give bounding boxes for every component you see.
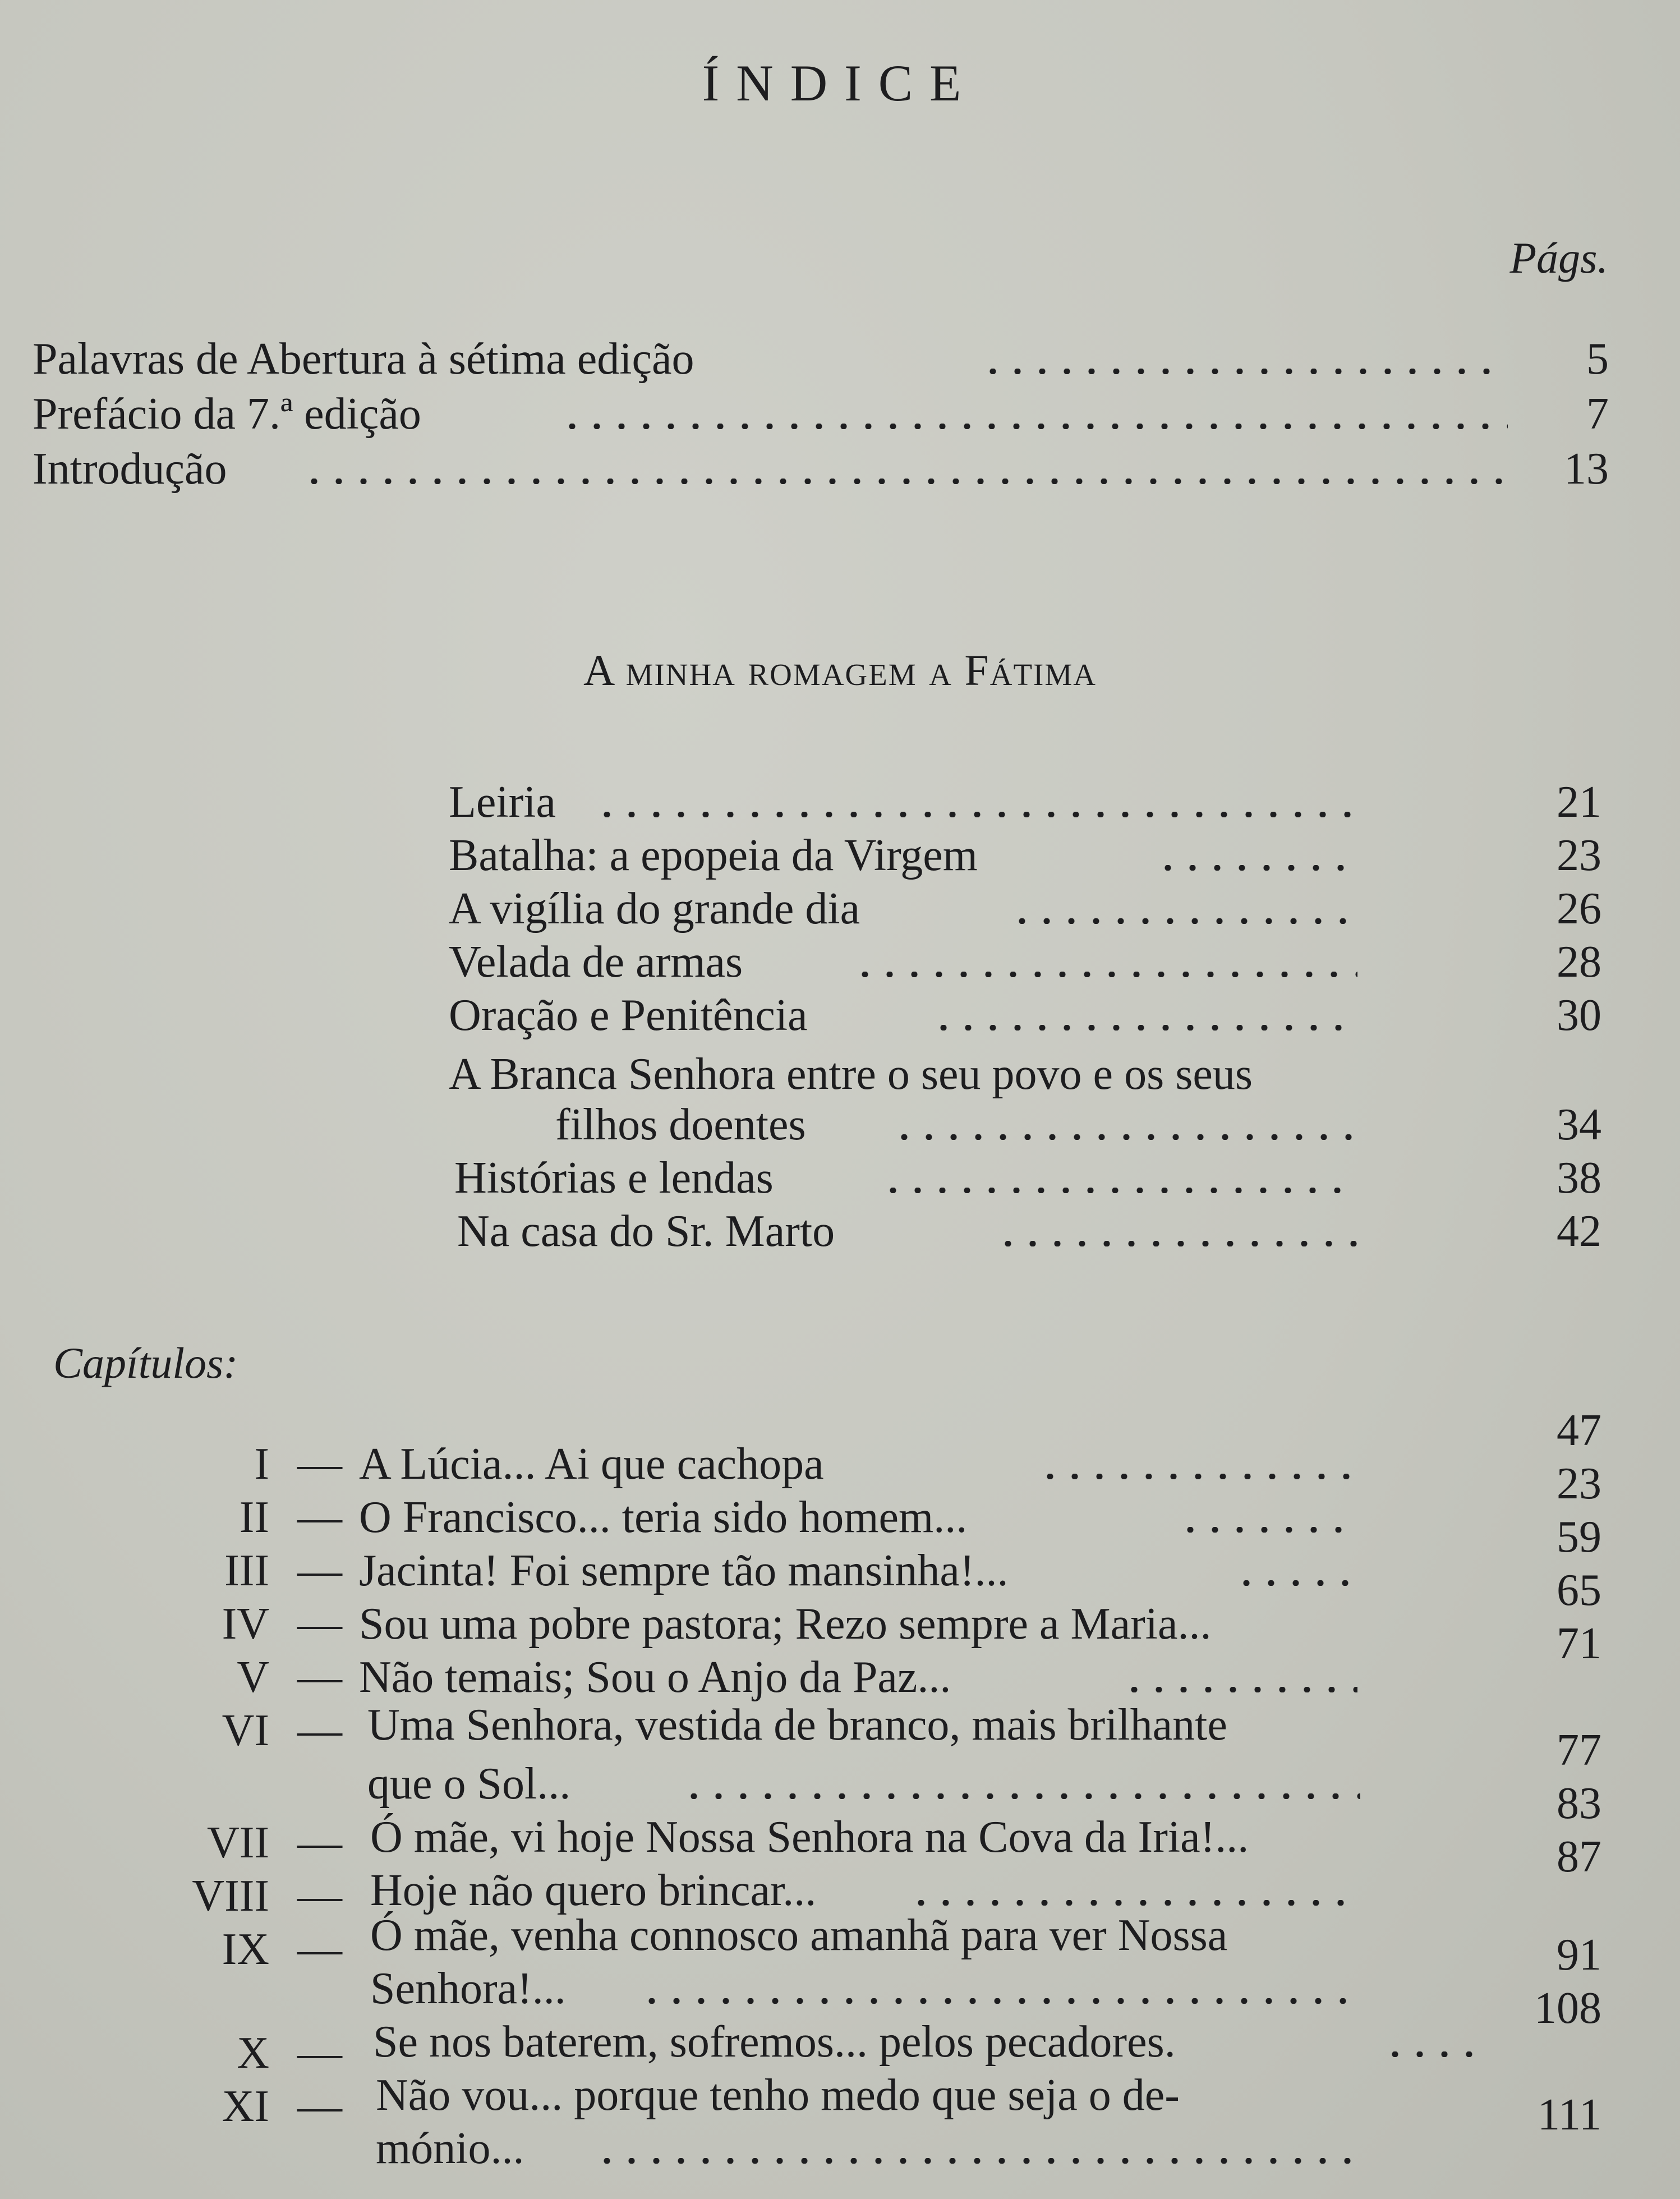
chapter-number: VI — [222, 1706, 269, 1755]
toc-entry-page: 108 — [1534, 1984, 1601, 2033]
leader-dots — [595, 812, 1357, 817]
leader-dots — [1010, 918, 1357, 924]
toc-entry-label: filhos doentes — [555, 1100, 806, 1149]
chapter-number: II — [239, 1493, 269, 1542]
chapter-dash: — — [297, 1706, 342, 1755]
toc-entry-label: Leiria — [449, 778, 556, 827]
toc-entry-label: Prefácio da 7.ª edição — [33, 389, 421, 439]
toc-entry-page: 30 — [1557, 991, 1601, 1040]
toc-entry — [454, 1153, 1601, 1203]
toc-entry-page: 7 — [1586, 389, 1609, 439]
chapter-number: VIII — [192, 1871, 269, 1921]
leader-dots — [302, 479, 1508, 484]
toc-entry-label: Oração e Penitência — [449, 991, 808, 1040]
leader-dots — [1156, 865, 1357, 871]
leader-dots — [881, 1188, 1357, 1193]
toc-entry-label: Jacinta! Foi sempre tão mansinha!... — [359, 1546, 1009, 1595]
toc-entry-page: 91 — [1557, 1930, 1601, 1980]
toc-entry-page: 83 — [1557, 1779, 1601, 1828]
chapter-number: IX — [222, 1925, 269, 1974]
toc-entry-label: Velada de armas — [449, 937, 743, 987]
pages-column-header: Págs. — [1509, 233, 1608, 282]
chapter-dash: — — [297, 1653, 342, 1702]
toc-entry-label: Sou uma pobre pastora; Rezo sempre a Maria... — [359, 1599, 1212, 1649]
toc-entry — [449, 937, 1601, 987]
leader-dots — [931, 1025, 1357, 1031]
chapter-number: I — [254, 1439, 269, 1489]
chapter-dash: — — [297, 1493, 342, 1542]
toc-entry-page: 77 — [1557, 1726, 1601, 1775]
toc-entry — [449, 884, 1601, 934]
toc-entry-label: Batalha: a epopeia da Virgem — [449, 831, 978, 880]
toc-entry-page: 47 — [1557, 1406, 1601, 1455]
toc-entry-page: 34 — [1557, 1100, 1601, 1149]
chapter-number: III — [224, 1546, 269, 1595]
leader-dots — [1383, 2051, 1484, 2057]
toc-entry-label: Hoje não quero brincar... — [370, 1866, 817, 1915]
chapter-number: XI — [222, 2082, 269, 2131]
leader-dots — [639, 1998, 1363, 2004]
toc-entry-page: 38 — [1557, 1153, 1601, 1203]
leader-dots — [996, 1241, 1360, 1246]
leader-dots — [892, 1134, 1357, 1140]
toc-entry-page: 23 — [1557, 1459, 1601, 1508]
chapter-number: VII — [206, 1818, 269, 1867]
page-title: ÍNDICE — [702, 54, 978, 112]
toc-entry — [457, 1206, 1601, 1257]
toc-entry-label-line1: Ó mãe, venha connosco amanhã para ver Nossa — [370, 1911, 1228, 1960]
leader-dots — [560, 424, 1508, 429]
toc-entry-label: Histórias e lendas — [454, 1153, 774, 1203]
section-heading-text: A minha romagem a Fátima — [583, 646, 1097, 694]
leader-dots — [682, 1793, 1360, 1799]
toc-entry-page: 26 — [1557, 884, 1601, 933]
toc-entry-label: A vigília do grande dia — [449, 884, 860, 933]
toc-entry-page: 5 — [1586, 334, 1609, 384]
toc-entry-label: Na casa do Sr. Marto — [457, 1207, 835, 1256]
toc-entry-page: 23 — [1557, 831, 1601, 880]
leader-dots — [909, 1900, 1357, 1906]
toc-entry-label: Introdução — [33, 444, 227, 494]
toc-entry — [449, 777, 1601, 827]
chapter-dash: — — [297, 1871, 342, 1921]
leader-dots — [1234, 1580, 1357, 1586]
toc-entry-label: mónio... — [376, 2124, 524, 2173]
chapter-number: V — [237, 1653, 269, 1702]
toc-entry — [359, 1406, 1601, 1489]
toc-entry-page: 13 — [1564, 444, 1609, 494]
toc-entry-label: que o Sol... — [367, 1759, 571, 1809]
leader-dots — [1178, 1527, 1357, 1533]
chapter-dash: — — [297, 2028, 342, 2078]
toc-entry — [367, 1726, 1601, 1809]
toc-entry — [33, 389, 1609, 439]
chapter-dash: — — [297, 1925, 342, 1974]
toc-entry-page: 65 — [1557, 1566, 1601, 1615]
toc-entry-page: 87 — [1557, 1832, 1601, 1881]
section-heading — [0, 645, 1680, 696]
toc-entry-label: Senhora!... — [370, 1964, 566, 2013]
chapter-dash: — — [297, 1439, 342, 1489]
leader-dots — [981, 369, 1508, 374]
toc-entry-page: 111 — [1537, 2090, 1601, 2140]
toc-entry-label-line1: Não vou... porque tenho medo que seja o de- — [376, 2071, 1180, 2120]
toc-entry-label: Ó mãe, vi hoje Nossa Senhora na Cova da Iria!... — [370, 1812, 1249, 1862]
leader-dots — [853, 972, 1357, 977]
toc-entry-label: A Lúcia... Ai que cachopa — [359, 1439, 824, 1489]
toc-entry — [555, 1100, 1601, 1150]
toc-entry-page: 21 — [1557, 778, 1601, 827]
chapter-dash: — — [297, 1599, 342, 1649]
leader-dots — [1038, 1474, 1357, 1479]
toc-entry — [449, 830, 1601, 881]
toc-entry-label: O Francisco... teria sido homem... — [359, 1493, 968, 1542]
toc-entry-page: 28 — [1557, 937, 1601, 987]
chapter-dash: — — [297, 2082, 342, 2131]
chapter-dash: — — [297, 1818, 342, 1867]
leader-dots — [595, 2158, 1369, 2164]
chapters-label: Capítulos: — [53, 1338, 238, 1387]
toc-entry-label: Palavras de Abertura à sétima edição — [33, 334, 694, 384]
chapter-dash: — — [297, 1546, 342, 1595]
toc-entry-label: Se nos baterem, sofremos... pelos pecadores. — [373, 2017, 1176, 2067]
toc-entry — [449, 990, 1601, 1041]
leader-dots — [1122, 1687, 1357, 1692]
toc-entry-label-line1: A Branca Senhora entre o seu povo e os seus — [449, 1050, 1253, 1099]
chapter-number: X — [237, 2028, 269, 2078]
chapter-number: IV — [222, 1599, 269, 1649]
toc-entry — [33, 444, 1609, 494]
toc-entry-label: Não temais; Sou o Anjo da Paz... — [359, 1653, 951, 1702]
toc-entry-page: 71 — [1557, 1619, 1601, 1668]
toc-entry-page: 42 — [1557, 1207, 1601, 1256]
toc-entry-page: 59 — [1557, 1512, 1601, 1562]
toc-entry — [33, 334, 1609, 384]
toc-entry-label-line1: Uma Senhora, vestida de branco, mais brilhante — [367, 1700, 1227, 1750]
